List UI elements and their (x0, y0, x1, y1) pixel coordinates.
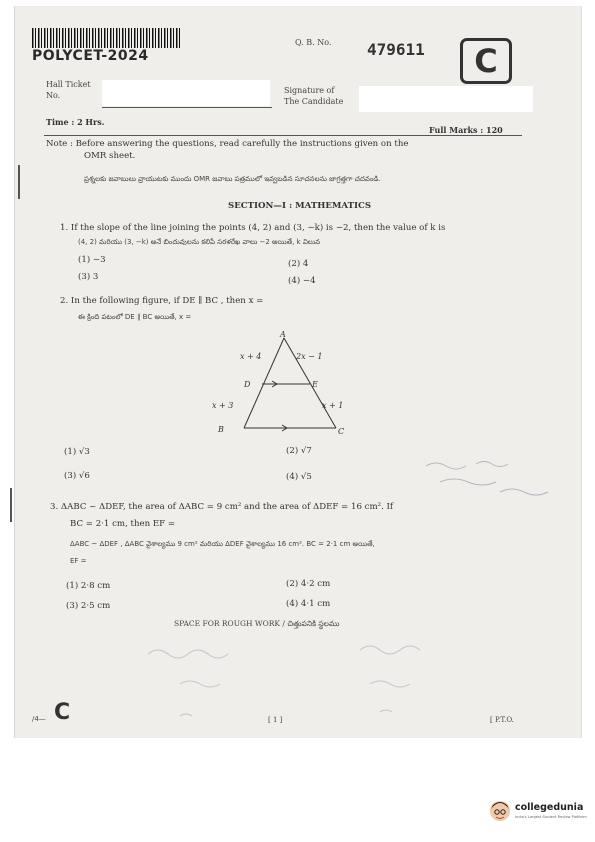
q2-text: 2. In the following figure, if DE ∥ BC , then x = (60, 296, 264, 306)
q2-option-2: (2) √7 (286, 446, 312, 456)
binding-mark-top (18, 165, 23, 199)
q3-telugu-2: EF = (70, 557, 87, 565)
hall-ticket-label: Hall Ticket (46, 80, 91, 89)
q2-telugu: ఈ క్రింది పటంలో DE ∥ BC అయితే, x = (78, 313, 192, 321)
binding-mark-bottom (10, 488, 15, 522)
q3-option-3: (3) 2·5 cm (66, 601, 111, 611)
hall-ticket-field (102, 80, 270, 106)
hall-ticket-underline (102, 107, 272, 108)
q1-telugu: (4, 2) మరియు (3, −k) అనే బిందువులను కలిపే సరళరేఖ వాలు −2 అయితే, k విలువ (78, 238, 321, 246)
label-c: C (338, 427, 345, 436)
rough-work-label: SPACE FOR ROUGH WORK / చిత్తుపనికి స్థలము (174, 619, 340, 628)
q3-telugu: ΔABC ~ ΔDEF , ΔABC వైశాల్యము 9 cm² మరియు ΔDEF వైశాల్యము 16 cm². BC = 2·1 cm అయితే, (70, 540, 375, 548)
avatar-icon (489, 800, 511, 822)
q1-option-1: (1) −3 (78, 255, 106, 265)
q1-option-3: (3) 3 (78, 272, 99, 282)
rough-work-strokes (148, 646, 420, 716)
page-number: [ 1 ] (268, 716, 283, 724)
hall-ticket-no-label: No. (46, 91, 61, 100)
section-title: SECTION—I : MATHEMATICS (228, 201, 372, 211)
qb-label: Q. B. No. (295, 38, 332, 47)
set-code-box: C (460, 38, 512, 84)
q1-option-4: (4) −4 (288, 276, 316, 286)
label-ec: x + 1 (322, 401, 344, 410)
q1-text: 1. If the slope of the line joining the points (4, 2) and (3, −k) is −2, then the value of k is (60, 223, 446, 233)
q3-option-4: (4) 4·1 cm (286, 599, 331, 609)
brand-name: collegedunia (515, 802, 584, 813)
q3-text: 3. ΔABC ~ ΔDEF, the area of ΔABC = 9 cm² and the area of ΔDEF = 16 cm². If (50, 502, 394, 512)
signature-label: Signature of (284, 86, 335, 95)
note-line-2: OMR sheet. (84, 151, 136, 161)
barcode (32, 28, 182, 48)
q3-option-1: (1) 2·8 cm (66, 581, 111, 591)
footer-set-code: C (54, 700, 71, 725)
label-ae: 2x − 1 (296, 352, 323, 361)
q3-text-2: BC = 2·1 cm, then EF = (70, 519, 176, 529)
rough-work-scribble (140, 636, 480, 726)
candidate-label: The Candidate (284, 97, 344, 106)
label-d: D (244, 380, 251, 389)
header-divider (44, 135, 522, 136)
page-code: /4— (32, 715, 46, 723)
handwritten-scribble (420, 456, 560, 502)
label-a: A (280, 330, 286, 339)
q2-option-3: (3) √6 (64, 471, 90, 481)
q2-option-1: (1) √3 (64, 447, 90, 457)
scribble-strokes (426, 462, 548, 496)
brand-logo (489, 800, 511, 822)
q2-option-4: (4) √5 (286, 472, 312, 482)
note-line-1: Note : Before answering the questions, read carefully the instructions given on the (46, 139, 409, 149)
exam-time: Time : 2 Hrs. (46, 117, 105, 127)
signature-field (359, 86, 533, 112)
q1-option-2: (2) 4 (288, 259, 309, 269)
triangle-figure (200, 328, 370, 438)
exam-title: POLYCET-2024 (32, 48, 149, 64)
q3-option-2: (2) 4·2 cm (286, 579, 331, 589)
label-db: x + 3 (212, 401, 234, 410)
qb-number: 479611 (367, 40, 425, 59)
label-b: B (218, 425, 224, 434)
label-ad: x + 4 (240, 352, 262, 361)
label-e: E (312, 380, 318, 389)
full-marks: Full Marks : 120 (429, 125, 503, 135)
note-telugu: ప్రశ్నలకు జవాబులు వ్రాయుటకు ముందు OMR జవాబు పత్రములో ఇవ్వబడిన సూచనలను జాగ్రత్తగా చదవండి. (84, 175, 381, 183)
pto-label: [ P.T.O. (490, 716, 514, 724)
brand-tagline: India's Largest Student Review Platform (515, 815, 587, 819)
